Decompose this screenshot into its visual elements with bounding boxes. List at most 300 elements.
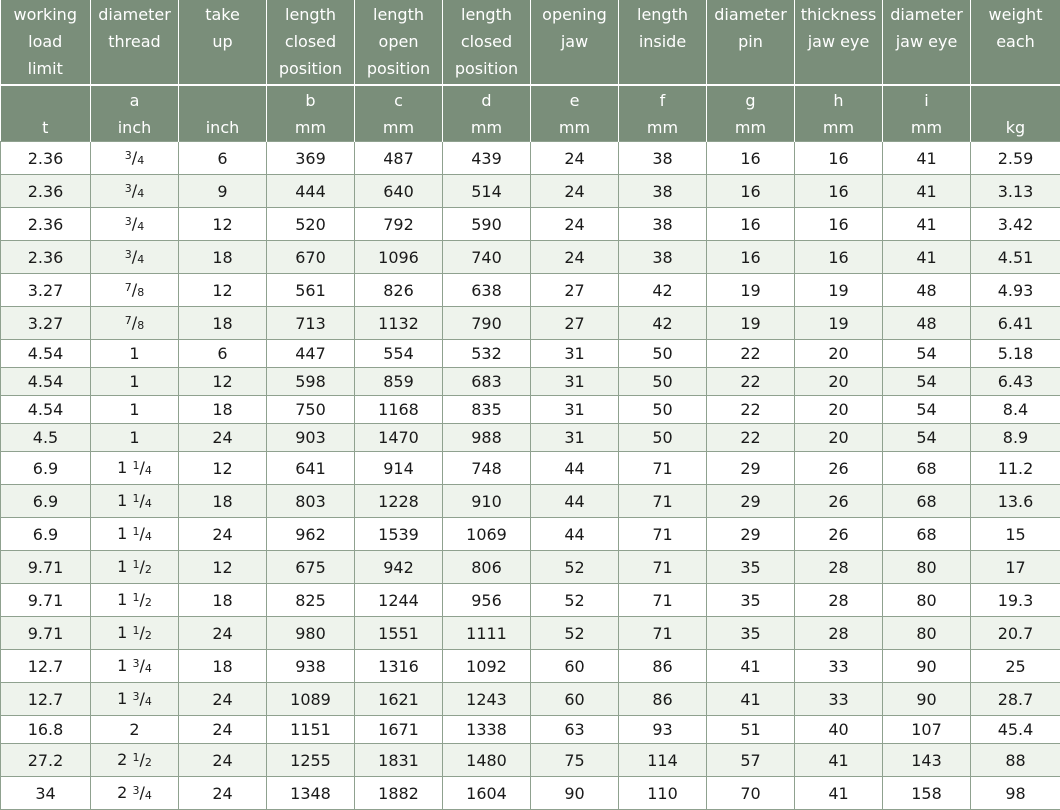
table-cell: 1 [91,396,179,424]
table-cell: 158 [883,777,971,810]
table-cell: 4.5 [1,424,91,452]
table-cell: 1671 [355,716,443,744]
table-row [1,650,1060,683]
table-cell: 1604 [443,777,531,810]
table-cell: 1882 [355,777,443,810]
table-cell: 38 [619,142,707,175]
table-row [1,518,1060,551]
table-cell: 13.6 [971,485,1060,518]
table-cell: 28 [795,617,883,650]
table-cell: 806 [443,551,531,584]
column-header: take up [179,0,267,85]
column-header: thickness jaw eye [795,0,883,85]
table-cell: 2.36 [1,142,91,175]
table-row [1,241,1060,274]
table-cell: 6.43 [971,368,1060,396]
table-cell: 590 [443,208,531,241]
table-cell: 52 [531,551,619,584]
table-cell: 1 $^1/_2$ [91,551,179,584]
table-cell: 75 [531,744,619,777]
column-unit: f mm [619,85,707,142]
table-cell: 107 [883,716,971,744]
table-cell: 44 [531,518,619,551]
table-cell: 24 [179,617,267,650]
table-cell: 80 [883,617,971,650]
table-cell: 71 [619,518,707,551]
table-cell: 447 [267,340,355,368]
table-cell: 31 [531,396,619,424]
column-header: length closed position [267,0,355,85]
table-cell: 54 [883,368,971,396]
table-cell: 942 [355,551,443,584]
table-cell: 1 $^1/_2$ [91,617,179,650]
table-row [1,744,1060,777]
table-cell: 18 [179,485,267,518]
table-cell: 20 [795,368,883,396]
table-cell: 748 [443,452,531,485]
table-cell: 41 [883,208,971,241]
table-cell: 31 [531,340,619,368]
column-header: working load limit [1,0,91,85]
column-header: length closed position [443,0,531,85]
table-cell: 1 [91,424,179,452]
table-cell: 914 [355,452,443,485]
table-cell: 98 [971,777,1060,810]
table-cell: 54 [883,396,971,424]
table-cell: 3.42 [971,208,1060,241]
table-cell: 44 [531,452,619,485]
table-row [1,452,1060,485]
table-cell: 41 [883,241,971,274]
table-cell: 12.7 [1,683,91,716]
table-cell: 41 [795,744,883,777]
table-cell: 60 [531,650,619,683]
table-cell: 27 [531,307,619,340]
table-body [1,142,1060,810]
table-cell: 20 [795,424,883,452]
table-row [1,208,1060,241]
table-cell: 16 [795,241,883,274]
column-unit: d mm [443,85,531,142]
table-cell: 110 [619,777,707,810]
table-cell: 938 [267,650,355,683]
table-cell: 71 [619,485,707,518]
table-header [1,0,1060,142]
table-cell: 19 [795,274,883,307]
table-cell: 40 [795,716,883,744]
table-cell: 444 [267,175,355,208]
table-row [1,551,1060,584]
table-cell: 792 [355,208,443,241]
table-cell: 24 [179,744,267,777]
table-cell: 1 $^3/_4$ [91,683,179,716]
table-cell: 114 [619,744,707,777]
table-cell: 554 [355,340,443,368]
table-cell: 93 [619,716,707,744]
table-cell: 1228 [355,485,443,518]
table-cell: 45.4 [971,716,1060,744]
table-cell: 12.7 [1,650,91,683]
table-cell: 740 [443,241,531,274]
table-cell: 514 [443,175,531,208]
table-row [1,716,1060,744]
column-unit: e mm [531,85,619,142]
table-cell: 29 [707,485,795,518]
table-cell: 8.9 [971,424,1060,452]
table-cell: 1348 [267,777,355,810]
table-cell: 24 [531,175,619,208]
table-cell: 25 [971,650,1060,683]
table-cell: 1551 [355,617,443,650]
table-row [1,142,1060,175]
table-cell: 12 [179,551,267,584]
table-cell: 16.8 [1,716,91,744]
table-cell: 1092 [443,650,531,683]
table-cell: 1 $^3/_4$ [91,650,179,683]
table-cell: 16 [795,175,883,208]
column-header: diameter jaw eye [883,0,971,85]
table-cell: 42 [619,274,707,307]
table-cell: 41 [707,650,795,683]
table-cell: 532 [443,340,531,368]
table-cell: 2.36 [1,208,91,241]
column-unit: kg [971,85,1060,142]
table-cell: 825 [267,584,355,617]
table-cell: 35 [707,584,795,617]
table-cell: 19 [707,274,795,307]
table-cell: 16 [795,208,883,241]
table-cell: 5.18 [971,340,1060,368]
column-unit: g mm [707,85,795,142]
table-cell: 33 [795,650,883,683]
table-row [1,485,1060,518]
table-cell: 675 [267,551,355,584]
table-cell: 24 [531,208,619,241]
table-cell: 33 [795,683,883,716]
column-header: diameter thread [91,0,179,85]
table-cell: 520 [267,208,355,241]
table-cell: 28 [795,551,883,584]
table-cell: 1470 [355,424,443,452]
table-cell: 683 [443,368,531,396]
table-cell: 6.9 [1,485,91,518]
table-cell: 1132 [355,307,443,340]
table-cell: 42 [619,307,707,340]
table-cell: 24 [179,716,267,744]
table-cell: 63 [531,716,619,744]
column-unit: a inch [91,85,179,142]
table-cell: 8.4 [971,396,1060,424]
table-cell: 24 [179,777,267,810]
table-cell: 16 [707,175,795,208]
header-row-names [1,0,1060,85]
table-cell: 28 [795,584,883,617]
table-cell: 638 [443,274,531,307]
table-cell: 16 [795,142,883,175]
table-row [1,617,1060,650]
column-unit: c mm [355,85,443,142]
table-cell: 22 [707,340,795,368]
table-cell: 18 [179,396,267,424]
table-cell: 68 [883,518,971,551]
table-cell: 9.71 [1,617,91,650]
table-cell: 9.71 [1,584,91,617]
table-cell: 29 [707,518,795,551]
table-cell: 4.54 [1,368,91,396]
table-cell: 19 [707,307,795,340]
table-cell: 1 $^1/_4$ [91,452,179,485]
table-cell: 1621 [355,683,443,716]
table-cell: 31 [531,424,619,452]
table-cell: 1 $^1/_4$ [91,518,179,551]
table-cell: 1243 [443,683,531,716]
table-cell: 41 [883,175,971,208]
table-cell: 1 $^1/_4$ [91,485,179,518]
table-cell: 20 [795,340,883,368]
table-cell: 369 [267,142,355,175]
table-cell: 790 [443,307,531,340]
table-cell: 2.36 [1,241,91,274]
table-cell: 71 [619,452,707,485]
table-cell: 26 [795,518,883,551]
table-cell: 18 [179,584,267,617]
table-cell: 26 [795,452,883,485]
table-cell: 50 [619,340,707,368]
table-cell: 18 [179,307,267,340]
table-cell: 51 [707,716,795,744]
table-row [1,396,1060,424]
table-row [1,368,1060,396]
table-cell: 6 [179,142,267,175]
table-cell: 1 [91,368,179,396]
table-cell: 1831 [355,744,443,777]
table-cell: 29 [707,452,795,485]
table-cell: 1 $^1/_2$ [91,584,179,617]
table-cell: 50 [619,424,707,452]
table-cell: 6.41 [971,307,1060,340]
table-cell: 962 [267,518,355,551]
table-cell: 1316 [355,650,443,683]
table-cell: 143 [883,744,971,777]
table-cell: 16 [707,142,795,175]
table-cell: 988 [443,424,531,452]
table-cell: $^7/_8$ [91,307,179,340]
header-row-units [1,85,1060,142]
table-cell: 1111 [443,617,531,650]
table-cell: 19.3 [971,584,1060,617]
table-cell: 28.7 [971,683,1060,716]
column-unit: b mm [267,85,355,142]
table-cell: 52 [531,584,619,617]
column-header: diameter pin [707,0,795,85]
table-cell: 1089 [267,683,355,716]
table-cell: 12 [179,208,267,241]
table-cell: 1069 [443,518,531,551]
table-cell: 34 [1,777,91,810]
table-row [1,777,1060,810]
table-cell: 71 [619,584,707,617]
table-cell: $^3/_4$ [91,175,179,208]
column-unit: inch [179,85,267,142]
table-cell: 41 [883,142,971,175]
table-cell: 903 [267,424,355,452]
table-cell: 26 [795,485,883,518]
table-cell: 1480 [443,744,531,777]
column-header: length open position [355,0,443,85]
table-cell: 2 [91,716,179,744]
table-cell: 1244 [355,584,443,617]
table-cell: 4.54 [1,396,91,424]
table-cell: 15 [971,518,1060,551]
table-cell: 3.27 [1,274,91,307]
table-cell: 1151 [267,716,355,744]
table-cell: 54 [883,340,971,368]
column-header: weight each [971,0,1060,85]
table-cell: 1096 [355,241,443,274]
table-cell: 956 [443,584,531,617]
table-cell: 22 [707,424,795,452]
table-cell: 52 [531,617,619,650]
table-cell: 90 [531,777,619,810]
table-cell: 9.71 [1,551,91,584]
table-cell: 803 [267,485,355,518]
table-cell: 50 [619,396,707,424]
table-cell: 3.27 [1,307,91,340]
table-cell: 38 [619,241,707,274]
table-cell: 57 [707,744,795,777]
table-cell: $^3/_4$ [91,142,179,175]
table-row [1,683,1060,716]
table-cell: 12 [179,452,267,485]
table-cell: 48 [883,307,971,340]
table-cell: 70 [707,777,795,810]
table-cell: 641 [267,452,355,485]
table-cell: 2.59 [971,142,1060,175]
column-unit: h mm [795,85,883,142]
table-row [1,175,1060,208]
table-cell: 86 [619,683,707,716]
table-cell: 60 [531,683,619,716]
table-cell: 27 [531,274,619,307]
table-cell: 68 [883,485,971,518]
table-cell: 50 [619,368,707,396]
table-cell: 54 [883,424,971,452]
table-cell: 80 [883,551,971,584]
table-cell: 750 [267,396,355,424]
table-cell: 20.7 [971,617,1060,650]
table-cell: 6.9 [1,452,91,485]
table-cell: 4.51 [971,241,1060,274]
table-cell: 713 [267,307,355,340]
table-cell: 1338 [443,716,531,744]
table-cell: 24 [531,142,619,175]
table-cell: 6.9 [1,518,91,551]
table-cell: 71 [619,617,707,650]
table-cell: 9 [179,175,267,208]
table-cell: 80 [883,584,971,617]
table-cell: 439 [443,142,531,175]
table-cell: 27.2 [1,744,91,777]
table-cell: 68 [883,452,971,485]
table-cell: 598 [267,368,355,396]
table-cell: $^3/_4$ [91,241,179,274]
column-unit: i mm [883,85,971,142]
table-cell: 24 [179,683,267,716]
table-cell: 35 [707,617,795,650]
table-cell: 38 [619,208,707,241]
table-cell: 1168 [355,396,443,424]
table-cell: 12 [179,274,267,307]
column-unit: t [1,85,91,142]
table-cell: 17 [971,551,1060,584]
table-cell: 4.93 [971,274,1060,307]
table-cell: 38 [619,175,707,208]
table-cell: 1 [91,340,179,368]
table-cell: 16 [707,241,795,274]
table-cell: 90 [883,683,971,716]
table-cell: 2 $^1/_2$ [91,744,179,777]
table-cell: 1255 [267,744,355,777]
table-cell: 22 [707,368,795,396]
table-cell: 24 [179,424,267,452]
table-cell: 670 [267,241,355,274]
table-cell: 640 [355,175,443,208]
table-cell: 12 [179,368,267,396]
table-row [1,274,1060,307]
table-cell: $^7/_8$ [91,274,179,307]
table-cell: 835 [443,396,531,424]
table-cell: 35 [707,551,795,584]
table-cell: 71 [619,551,707,584]
table-cell: 2.36 [1,175,91,208]
table-cell: 18 [179,650,267,683]
table-cell: $^3/_4$ [91,208,179,241]
table-cell: 859 [355,368,443,396]
table-cell: 561 [267,274,355,307]
table-cell: 20 [795,396,883,424]
table-cell: 980 [267,617,355,650]
table-cell: 11.2 [971,452,1060,485]
table-cell: 24 [179,518,267,551]
table-cell: 86 [619,650,707,683]
table-cell: 31 [531,368,619,396]
table-cell: 48 [883,274,971,307]
table-cell: 1539 [355,518,443,551]
table-cell: 24 [531,241,619,274]
table-cell: 90 [883,650,971,683]
table-cell: 6 [179,340,267,368]
column-header: opening jaw [531,0,619,85]
column-header: length inside [619,0,707,85]
table-cell: 41 [707,683,795,716]
table-row [1,584,1060,617]
table-cell: 4.54 [1,340,91,368]
table-cell: 19 [795,307,883,340]
table-cell: 88 [971,744,1060,777]
table-cell: 2 $^3/_4$ [91,777,179,810]
table-row [1,340,1060,368]
table-cell: 16 [707,208,795,241]
table-cell: 18 [179,241,267,274]
table-row [1,424,1060,452]
table-cell: 826 [355,274,443,307]
table-cell: 41 [795,777,883,810]
table-cell: 487 [355,142,443,175]
table-cell: 3.13 [971,175,1060,208]
table-row [1,307,1060,340]
table-cell: 910 [443,485,531,518]
table-cell: 22 [707,396,795,424]
